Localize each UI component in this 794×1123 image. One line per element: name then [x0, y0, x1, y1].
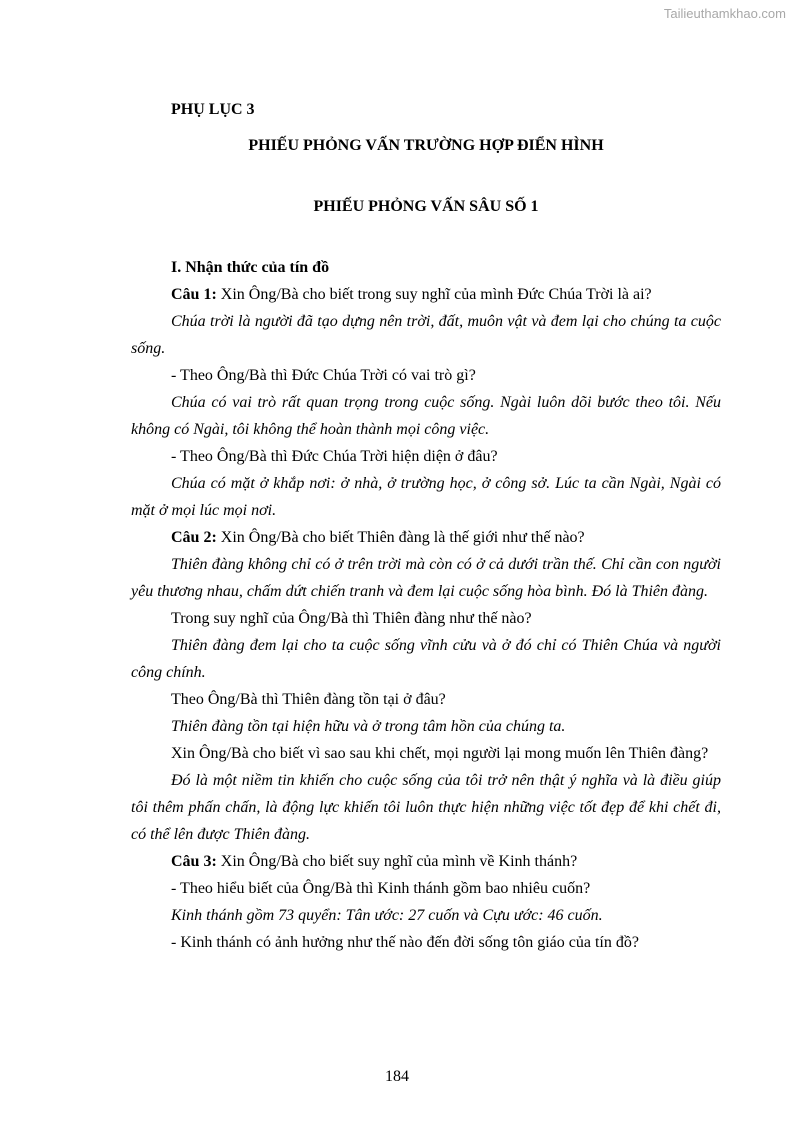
page-number: 184 [385, 1068, 409, 1085]
watermark: Tailieuthamkhao.com [663, 6, 786, 21]
question-2 [131, 524, 721, 551]
question-1b: - Theo Ông/Bà thì Đức Chúa Trời có vai trò gì? [171, 367, 476, 384]
question-2c: Theo Ông/Bà thì Thiên đàng tồn tại ở đâu? [171, 691, 446, 708]
answer-2d: Đó là một niềm tin khiến cho cuộc sống của tôi trở nên thật ý nghĩa và là điều giúp tôi thêm phấn chấn, là động lực khiến tôi luôn thực hiện những việc tốt đẹp để khi chết đi, có thể lên được Thiên đàng. [131, 772, 721, 843]
question-3 [131, 848, 721, 875]
document-title: PHIẾU PHỎNG VẤN TRƯỜNG HỢP ĐIỂN HÌNH [248, 137, 604, 154]
answer-3b: Kinh thánh gồm 73 quyển: Tân ước: 27 cuốn và Cựu ước: 46 cuốn. [171, 907, 603, 924]
question-1-text: Xin Ông/Bà cho biết trong suy nghĩ của mình Đức Chúa Trời là ai? [216, 286, 652, 303]
document-subtitle: PHIẾU PHỎNG VẤN SÂU SỐ 1 [313, 198, 539, 215]
section-heading: I. Nhận thức của tín đồ [171, 259, 330, 276]
question-2-text: Xin Ông/Bà cho biết Thiên đàng là thế giới như thế nào? [216, 529, 585, 546]
answer-1b: Chúa có vai trò rất quan trọng trong cuộc sống. Ngài luôn dõi bước theo tôi. Nếu không có Ngài, tôi không thể hoàn thành mọi công việc. [131, 394, 721, 438]
appendix-heading: PHỤ LỤC 3 [171, 101, 255, 118]
answer-1: Chúa trời là người đã tạo dựng nên trời, đất, muôn vật và đem lại cho chúng ta cuộc sống. [131, 313, 721, 357]
question-2b: Trong suy nghĩ của Ông/Bà thì Thiên đàng như thế nào? [171, 610, 532, 627]
question-1 [131, 281, 721, 308]
answer-2: Thiên đàng không chỉ có ở trên trời mà còn có ở cả dưới trần thế. Chỉ cần con người yêu thương nhau, chấm dứt chiến tranh và đem lại cuộc sống hòa bình. Đó là Thiên đàng. [131, 556, 721, 600]
question-2d: Xin Ông/Bà cho biết vì sao sau khi chết, mọi người lại mong muốn lên Thiên đàng? [171, 745, 709, 762]
question-3-text: Xin Ông/Bà cho biết suy nghĩ của mình về Kinh thánh? [216, 853, 578, 870]
question-1c: - Theo Ông/Bà thì Đức Chúa Trời hiện diện ở đâu? [171, 448, 498, 465]
document-page [131, 96, 721, 956]
answer-2b: Thiên đàng đem lại cho ta cuộc sống vĩnh cửu và ở đó chỉ có Thiên Chúa và người công chính. [131, 637, 721, 681]
question-3-label: Câu 3: [171, 853, 217, 870]
answer-1c: Chúa có mặt ở khắp nơi: ở nhà, ở trường học, ở công sở. Lúc ta cần Ngài, Ngài có mặt ở mọi lúc mọi nơi. [131, 475, 721, 519]
question-2-label: Câu 2: [171, 529, 217, 546]
question-3c: - Kinh thánh có ảnh hưởng như thế nào đến đời sống tôn giáo của tín đồ? [171, 934, 639, 951]
question-1-label: Câu 1: [171, 286, 217, 303]
answer-2c: Thiên đàng tồn tại hiện hữu và ở trong tâm hồn của chúng ta. [171, 718, 566, 735]
question-3b: - Theo hiểu biết của Ông/Bà thì Kinh thánh gồm bao nhiêu cuốn? [171, 880, 591, 897]
